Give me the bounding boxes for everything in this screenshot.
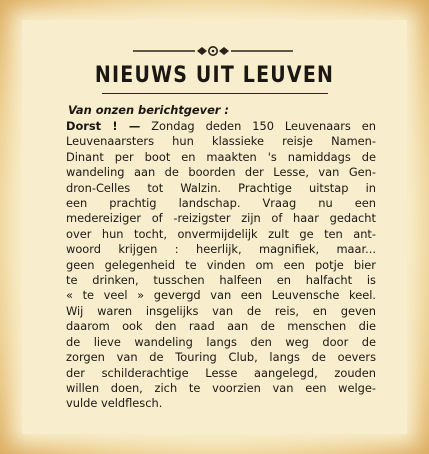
article-line: Dinant per boot en maakten 's namiddags de <box>66 149 376 164</box>
headline: NIEUWS UIT LEUVEN <box>94 62 335 88</box>
article-line: Leuvenaarsters hun klassieke reisje Namen- <box>66 134 376 149</box>
article-line: woord krijgen : heerlijk, magnifiek, maar... <box>66 242 376 257</box>
article-line: wandeling aan de boorden der Lesse, van Gen- <box>66 165 376 180</box>
article-line: willen doen, zich te voorzien van een welge- <box>66 380 376 395</box>
article-line: medereiziger of -reizigster zijn of haar gedacht <box>66 211 376 226</box>
article-line: vulde veldflesch. <box>66 396 163 411</box>
ornament-divider <box>133 44 293 58</box>
article-line: zorgen van de Touring Club, langs de oevers <box>66 350 376 365</box>
article-line: dron-Celles tot Walzin. Prachtige uitstap in <box>66 180 376 195</box>
article-line: der schilderachtige Lesse aangelegd, zouden <box>66 365 376 380</box>
article-line: de lieve wandeling langs den weg door de <box>66 334 376 349</box>
headline-rule <box>102 93 328 94</box>
lead-text: Dorst ! — <box>66 119 141 133</box>
article-line: te drinken, tusschen halfeen en halfacht is <box>66 273 376 288</box>
byline: Van onzen berichtgever : <box>68 103 229 117</box>
article-body <box>66 119 376 412</box>
article-line: een prachtig landschap. Vraag nu een <box>66 196 376 211</box>
article-line: Wij waren insgelijks van de reis, en geven <box>66 303 376 318</box>
article-line: geen gelegenheid te vinden om een potje bier <box>66 257 376 272</box>
article-line: Dorst ! — Zondag deden 150 Leuvenaars en <box>66 119 376 133</box>
article-line: over hun tocht, onvermijdelijk zult ge ten ant- <box>66 226 376 241</box>
article-line: daarom ook den raad aan de menschen die <box>66 319 376 334</box>
article-line: « te veel » gevergd van een Leuvensche keel. <box>66 288 376 303</box>
